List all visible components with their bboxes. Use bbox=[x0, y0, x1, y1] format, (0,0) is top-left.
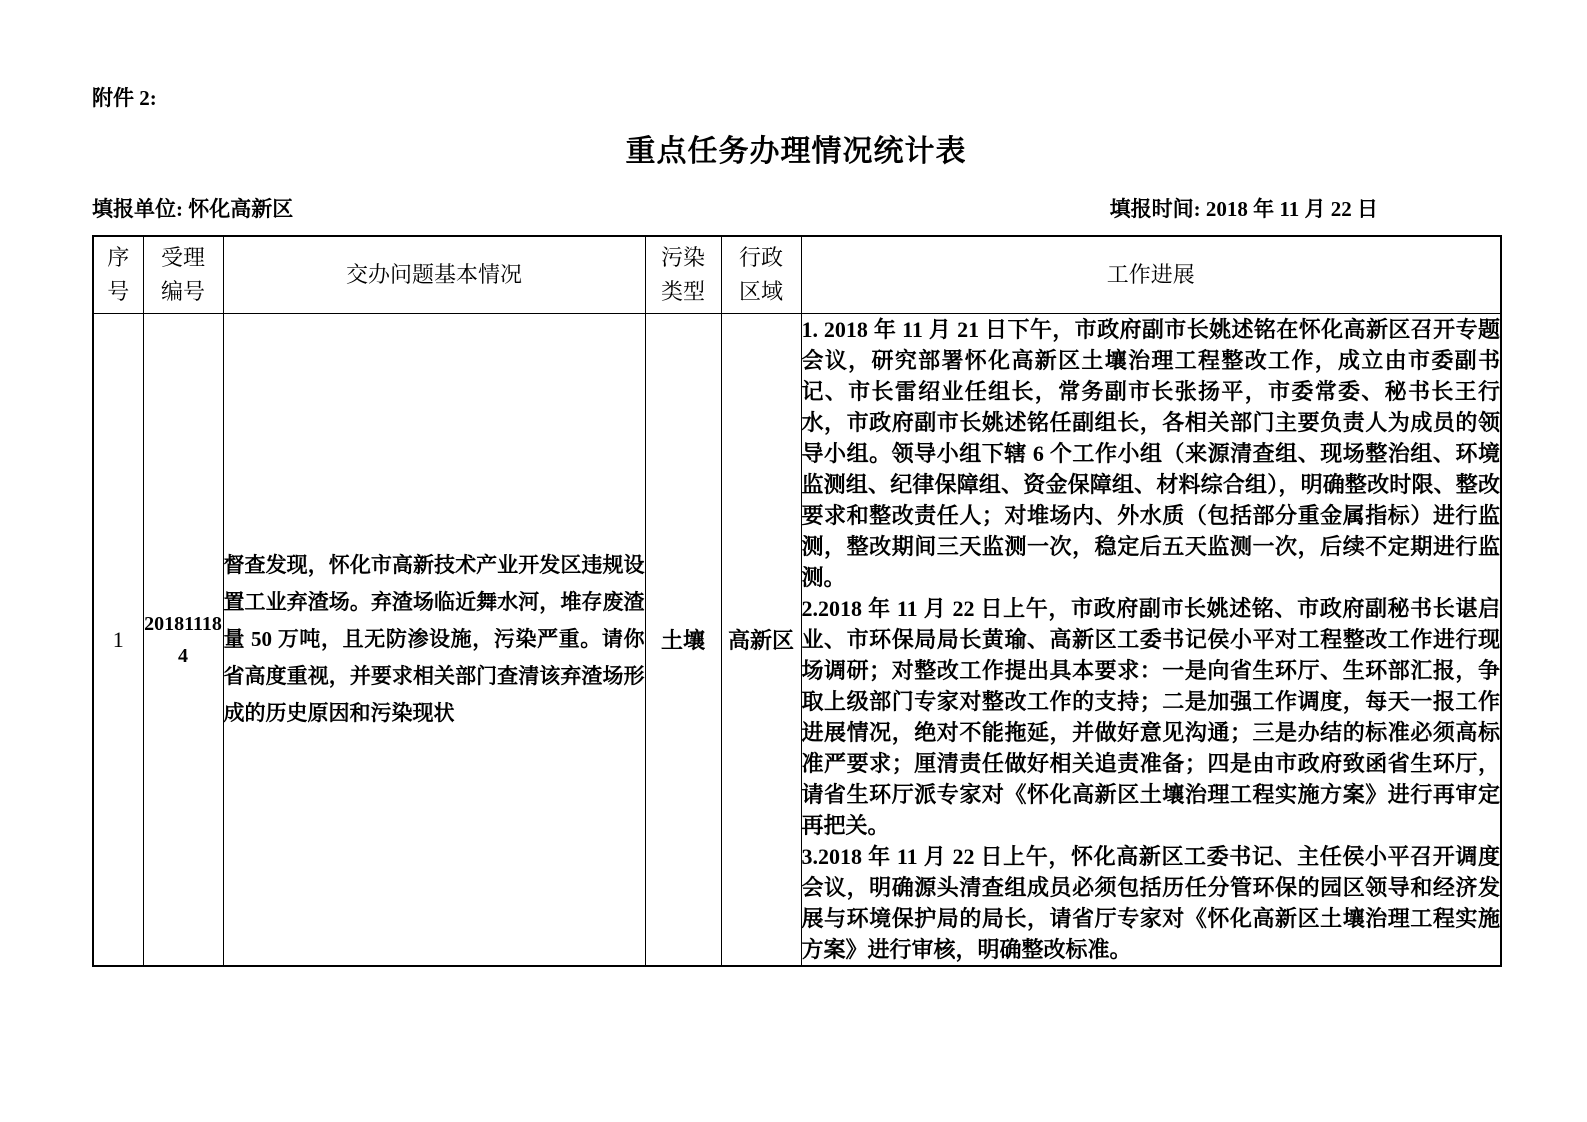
problem-text: 督查发现，怀化市高新技术产业开发区违规设置工业弃渣场。弃渣场临近舞水河，堆存废渣量 50 万吨，且无防渗设施，污染严重。请你省高度重视，并要求相关部门查清该弃渣场形成的历史原因和污染现状 bbox=[223, 553, 645, 726]
document-content bbox=[92, 0, 1500, 967]
progress-item-2: 2.2018 年 11 月 22 日上午，市政府副市长姚述铭、市政府副秘书长谌启业、市环保局局长黄瑜、高新区工委书记侯小平对工程整改工作进行现场调研；对整改工作提出具本要求：一是向省生环厅、生环部汇报，争取上级部门专家对整改工作的支持；二是加强工作调度，每天一报工作进展情况，绝对不能拖延，并做好意见沟通；三是办结的标准必须高标准严要求；厘清责任做好相关追责准备；四是由市政府致函省生环厅，请省生环厅派专家对《怀化高新区土壤治理工程实施方案》进行再审定再把关。 bbox=[801, 596, 1500, 839]
cell-region: 高新区 bbox=[721, 314, 801, 967]
header-pollution-type-label: 污染类型 bbox=[660, 245, 705, 305]
cell-case-number: 201811184 bbox=[143, 314, 223, 967]
table-header-row bbox=[93, 236, 1501, 314]
statistics-table bbox=[92, 235, 1502, 968]
header-problem: 交办问题基本情况 bbox=[223, 236, 645, 314]
header-case-number bbox=[143, 236, 223, 314]
reporting-unit: 填报单位: 怀化高新区 bbox=[92, 196, 294, 221]
header-progress: 工作进展 bbox=[801, 236, 1501, 314]
header-pollution-type bbox=[645, 236, 721, 314]
header-case-number-label: 受理编号 bbox=[160, 245, 205, 305]
cell-seq: 1 bbox=[93, 314, 143, 967]
attachment-label: 附件 2: bbox=[92, 86, 157, 110]
progress-item-3: 3.2018 年 11 月 22 日上午，怀化高新区工委书记、主任侯小平召开调度会议，明确源头清查组成员必须包括历任分管环保的园区领导和经济发展与环境保护局的局长，请省厅专家对《怀化高新区土壤治理工程实施方案》进行审核，明确整改标准。 bbox=[801, 844, 1500, 963]
reporting-time: 填报时间: 2018 年 11 月 22 日 bbox=[1109, 196, 1378, 221]
cell-pollution-type: 土壤 bbox=[645, 314, 721, 967]
cell-problem bbox=[223, 314, 645, 967]
page-title: 重点任务办理情况统计表 bbox=[625, 135, 967, 169]
progress-item-1: 1. 2018 年 11 月 21 日下午，市政府副市长姚述铭在怀化高新区召开专题会议，研究部署怀化高新区土壤治理工程整改工作，成立由市委副书记、市长雷绍业任组长，常务副市长张扬平，市委常委、秘书长王行水，市政府副市长姚述铭任副组长，各相关部门主要负责人为成员的领导小组。领导小组下辖 6 个工作小组（来源清查组、现场整治组、环境监测组、纪律保障组、资金保障组、材料综合组），明确整改时限、整改要求和整改责任人；对堆场内、外水质（包括部分重金属指标）进行监测，整改期间三天监测一次，稳定后五天监测一次，后续不定期进行监测。 bbox=[801, 317, 1500, 591]
header-seq bbox=[93, 236, 143, 314]
table-row bbox=[93, 314, 1501, 967]
report-meta-row bbox=[92, 197, 1500, 222]
header-seq-label: 序号 bbox=[107, 245, 130, 305]
cell-progress bbox=[801, 314, 1501, 967]
header-region-label: 行政区域 bbox=[738, 245, 783, 305]
header-region bbox=[721, 236, 801, 314]
